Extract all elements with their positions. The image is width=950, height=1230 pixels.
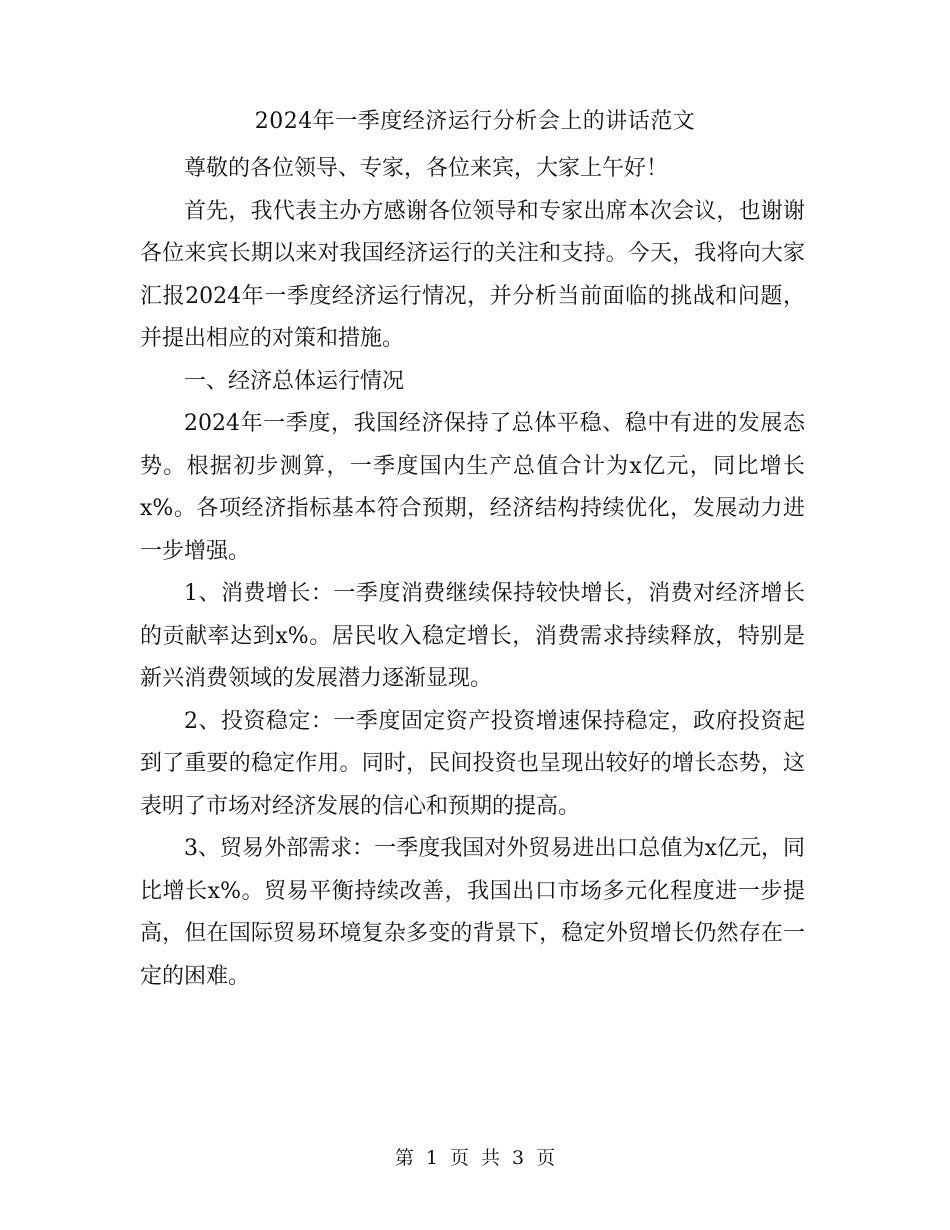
section-heading-overall: 一、经济总体运行情况 [184, 368, 405, 394]
paragraph-consumption: 1、消费增长：一季度消费继续保持较快增长，消费对经济增长的贡献率达到x%。居民收入稳定增长，消费需求持续释放，特别是新兴消费领域的发展潜力逐渐显现。 [140, 581, 805, 691]
paragraph-investment: 2、投资稳定：一季度固定资产投资增速保持稳定，政府投资起到了重要的稳定作用。同时，民间投资也呈现出较好的增长态势，这表明了市场对经济发展的信心和预期的提高。 [140, 708, 805, 819]
paragraph-overall: 2024年一季度，我国经济保持了总体平稳、稳中有进的发展态势。根据初步测算，一季度国内生产总值合计为x亿元，同比增长x%。各项经济指标基本符合预期，经济结构持续优化，发展动力进一步增强。 [140, 411, 805, 564]
document-body [140, 148, 805, 998]
page-number-footer: 第 1 页 共 3 页 [394, 1147, 556, 1169]
paragraph-greeting: 尊敬的各位领导、专家，各位来宾，大家上午好！ [184, 156, 669, 181]
paragraph-trade: 3、贸易外部需求：一季度我国对外贸易进出口总值为x亿元，同比增长x%。贸易平衡持续改善，我国出口市场多元化程度进一步提高，但在国际贸易环境复杂多变的背景下，稳定外贸增长仍然存在一定的困难。 [140, 836, 805, 989]
paragraph-intro: 首先，我代表主办方感谢各位领导和专家出席本次会议，也谢谢各位来宾长期以来对我国经济运行的关注和支持。今天，我将向大家汇报2024年一季度经济运行情况，并分析当前面临的挑战和问题，并提出相应的对策和措施。 [140, 198, 805, 351]
document-title: 2024年一季度经济运行分析会上的讲话范文 [254, 109, 696, 134]
